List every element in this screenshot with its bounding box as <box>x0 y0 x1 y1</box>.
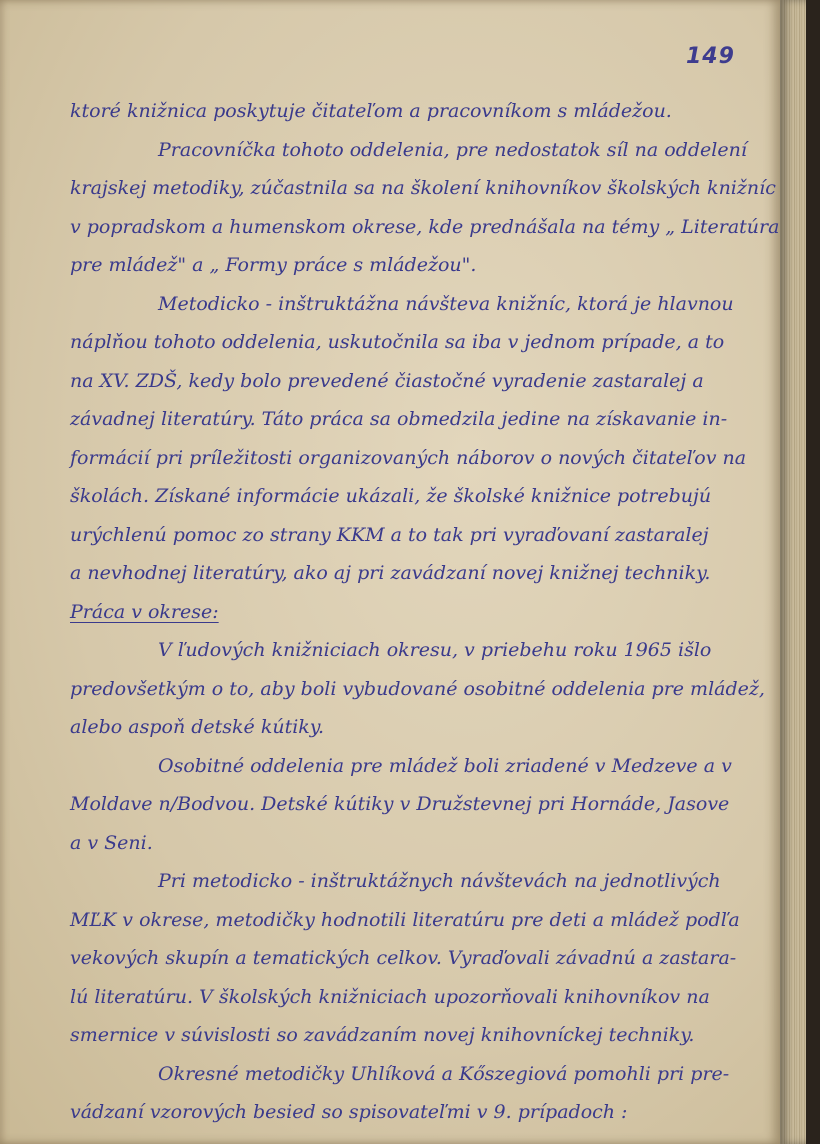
text-line: predovšetkým o to, aby boli vybudované osobitné oddelenia pre mládež, <box>70 677 765 700</box>
text-line: Okresné metodičky Uhlíková a Kőszegiová pomohli pri pre- <box>158 1062 730 1085</box>
text-line: a v Seni. <box>70 831 153 854</box>
handwritten-text <box>70 92 780 1132</box>
text-line: urýchlenú pomoc zo strany KKM a to tak pri vyraďovaní zastaralej <box>70 523 709 546</box>
text-line: Pracovníčka tohoto oddelenia, pre nedostatok síl na oddelení <box>158 138 747 161</box>
paragraphs-before <box>70 92 780 593</box>
paragraph <box>70 1055 730 1132</box>
book-cover-edge <box>806 0 820 1144</box>
text-line: vekových skupín a tematických celkov. Vyraďovali závadnú a zastara- <box>70 947 737 969</box>
text-line: MĽK v okrese, metodičky hodnotili literatúru pre deti a mládež podľa <box>70 908 740 931</box>
text-line: školách. Získané informácie ukázali, že školské knižnice potrebujú <box>70 485 712 507</box>
text-line: vádzaní vzorových besied so spisovateľmi v 9. prípadoch : <box>70 1101 628 1123</box>
text-line: smernice v súvislosti so zavádzaním novej knihovníckej techniky. <box>70 1024 695 1046</box>
paragraph <box>70 631 765 747</box>
page-number: 149 <box>686 44 735 69</box>
text-line: Metodicko - inštruktážna návšteva knižníc, ktorá je hlavnou <box>158 292 734 315</box>
paragraph <box>70 285 747 593</box>
text-line: Pri metodicko - inštruktážnych návštevách na jednotlivých <box>158 870 721 892</box>
paragraph <box>70 862 740 1055</box>
text-line: pre mládež" a „ Formy práce s mládežou". <box>70 254 477 276</box>
text-line: závadnej literatúry. Táto práca sa obmedzila jedine na získavanie in- <box>70 408 728 430</box>
text-line: alebo aspoň detské kútiky. <box>70 716 325 738</box>
text-line: náplňou tohoto oddelenia, uskutočnila sa iba v jednom prípade, a to <box>70 331 725 353</box>
text-line: v popradskom a humenskom okrese, kde prednášala na témy „ Literatúra <box>70 215 780 238</box>
text-line: a nevhodnej literatúry, ako aj pri zavádzaní novej knižnej techniky. <box>70 562 711 584</box>
text-line: ktoré knižnica poskytuje čitateľom a pracovníkom s mládežou. <box>70 100 672 122</box>
text-line: na XV. ZDŠ, kedy bolo prevedené čiastočné vyradenie zastaralej a <box>70 369 704 392</box>
text-line: krajskej metodiky, zúčastnila sa na školení knihovníkov školských knižníc <box>70 177 776 199</box>
section-heading: Práca v okrese: <box>70 600 219 623</box>
text-line: lú literatúru. V školských knižniciach upozorňovali knihovníkov na <box>70 985 710 1008</box>
paragraph <box>70 131 780 285</box>
text-line: Moldave n/Bodvou. Detské kútiky v Družstevnej pri Hornáde, Jasove <box>70 793 730 815</box>
text-line: Osobitné oddelenia pre mládež boli zriadené v Medzeve a v <box>158 754 732 777</box>
text-line: formácií pri príležitosti organizovaných náborov o nových čitateľov na <box>70 446 747 469</box>
paragraphs-after <box>70 631 765 1132</box>
paragraph <box>70 92 700 131</box>
text-line: V ľudových knižniciach okresu, v priebehu roku 1965 išlo <box>158 639 712 661</box>
paragraph <box>70 747 732 863</box>
